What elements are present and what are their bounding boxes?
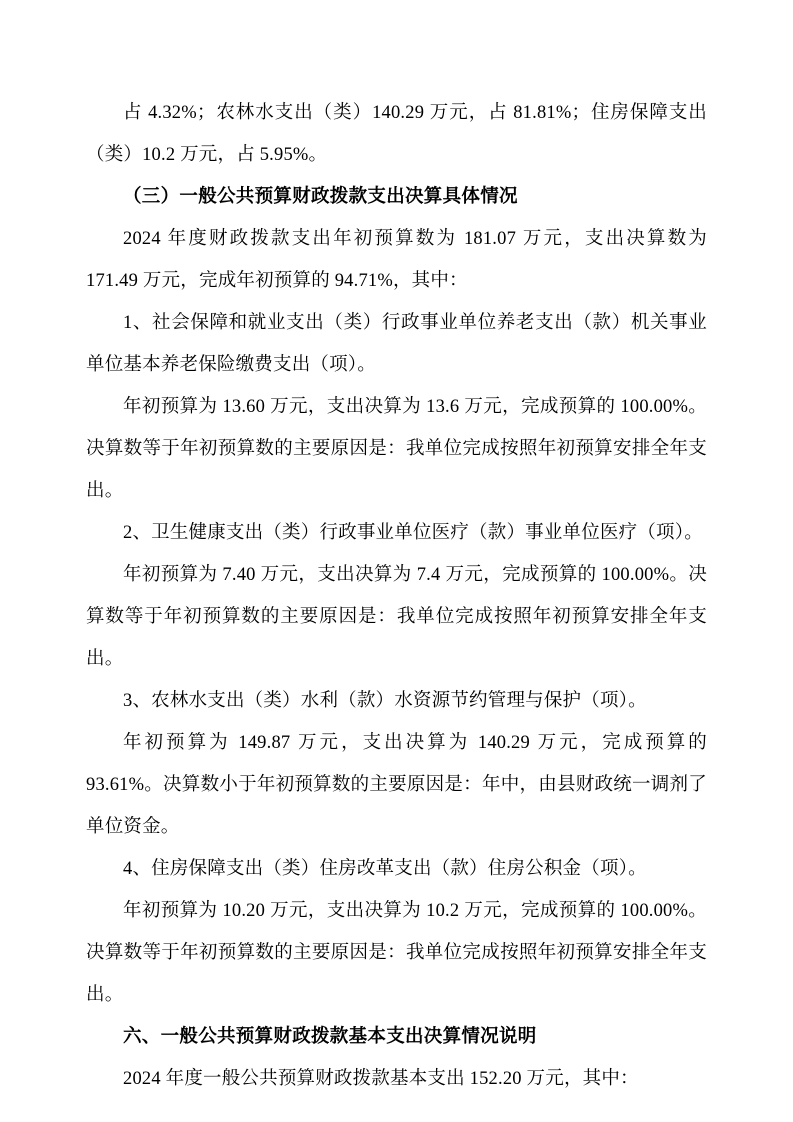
paragraph-2024-appropriation-summary: 2024 年度财政拨款支出年初预算数为 181.07 万元，支出决算数为 171.49 万元，完成年初预算的 94.71%，其中： [86,229,707,291]
paragraph-item-2-budget-detail: 年初预算为 7.40 万元，支出决算为 7.4 万元，完成预算的 100.00%。决算数等于年初预算数的主要原因是：我单位完成按照年初预算安排全年支出。 [86,565,707,669]
paragraph-item-1-budget-detail: 年初预算为 13.60 万元，支出决算为 13.6 万元，完成预算的 100.00%。决算数等于年初预算数的主要原因是：我单位完成按照年初预算安排全年支出。 [86,397,707,501]
paragraph-item-4-budget-detail: 年初预算为 10.20 万元，支出决算为 10.2 万元，完成预算的 100.00%。决算数等于年初预算数的主要原因是：我单位完成按照年初预算安排全年支出。 [86,901,707,1005]
paragraph-item-3-agriculture-water: 3、农林水支出（类）水利（款）水资源节约管理与保护（项）。 [123,691,647,711]
paragraph-item-4-housing-security: 4、住房保障支出（类）住房改革支出（款）住房公积金（项）。 [123,859,647,879]
heading-section-three-general-budget-expenditure-details: （三）一般公共预算财政拨款支出决算具体情况 [123,187,518,207]
paragraph-item-2-health-medical: 2、卫生健康支出（类）行政事业单位医疗（款）事业单位医疗（项）。 [123,523,703,543]
paragraph-item-3-budget-detail: 年初预算为 149.87 万元，支出决算为 140.29 万元，完成预算的 93.61%。决算数小于年初预算数的主要原因是：年中，由县财政统一调剂了单位资金。 [86,733,707,837]
heading-section-six-basic-expenditure-explanation: 六、一般公共预算财政拨款基本支出决算情况说明 [123,1027,537,1047]
document-body [86,92,707,1100]
paragraph-2024-basic-expenditure-summary: 2024 年度一般公共预算财政拨款基本支出 152.20 万元，其中： [123,1069,639,1089]
paragraph-continuation-expenditure-shares: 占 4.32%；农林水支出（类）140.29 万元，占 81.81%；住房保障支出（类）10.2 万元，占 5.95%。 [86,103,707,165]
paragraph-item-1-social-security-pension: 1、社会保障和就业支出（类）行政事业单位养老支出（款）机关事业单位基本养老保险缴费支出（项）。 [86,313,707,375]
